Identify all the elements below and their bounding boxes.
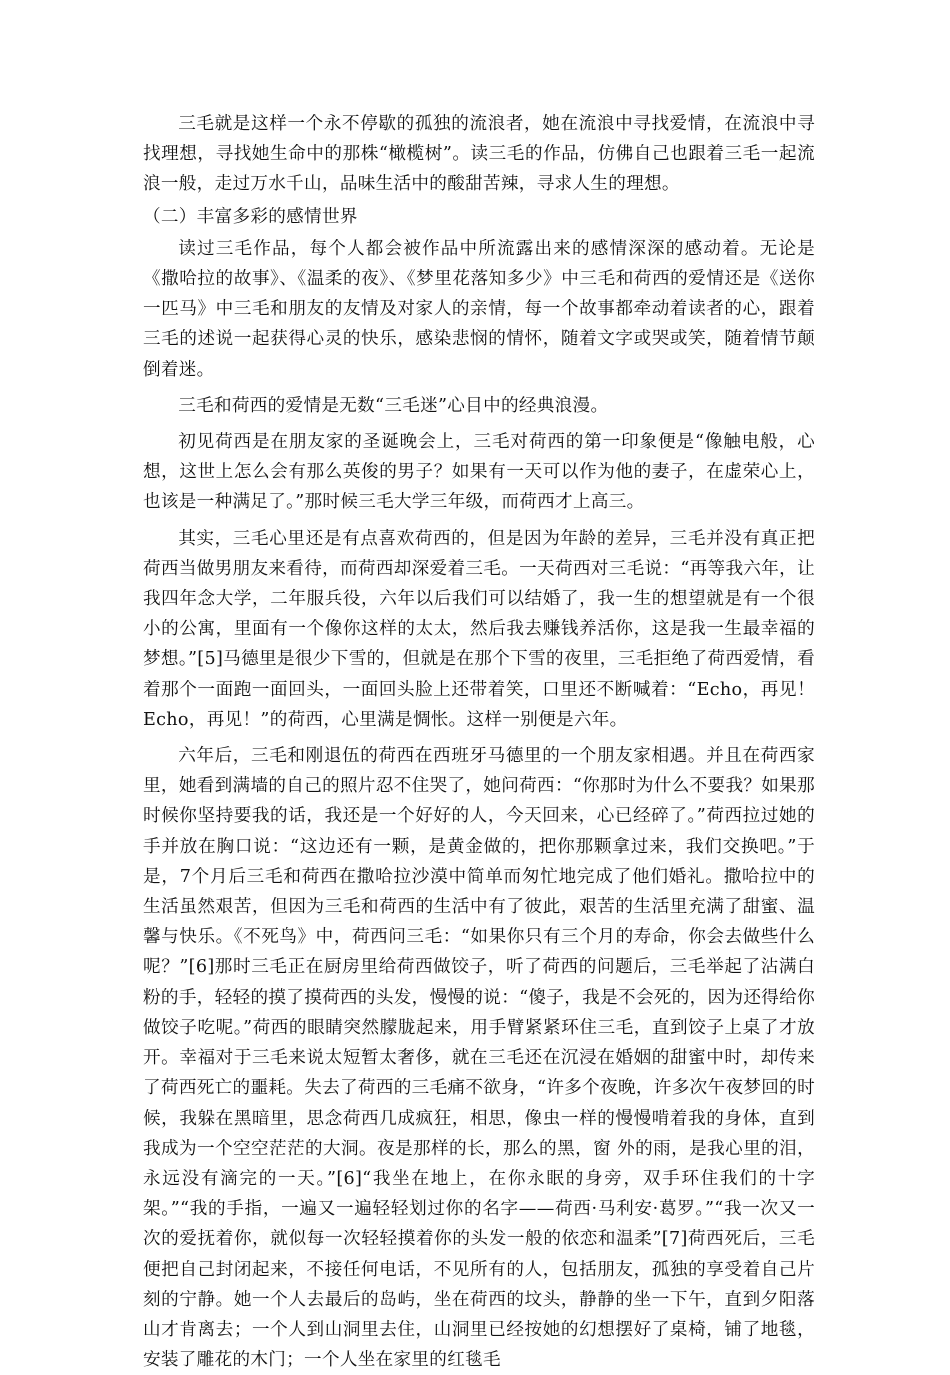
- paragraph-classic-romance: 三毛和荷西的爱情是无数“三毛迷”心目中的经典浪漫。: [178, 395, 609, 416]
- section-heading: （二）丰富多彩的感情世界: [143, 206, 358, 227]
- paragraph-wanderer: 三毛就是这样一个永不停歇的孤独的流浪者，她在流浪中寻找爱情，在流浪中寻找理想，寻找她生命中的那株“橄榄树”。读三毛的作品，仿佛自己也跟着三毛一起流浪一般，走过万水千山，品味生活中的酸甜苦辣，寻求人生的理想。: [143, 114, 815, 195]
- paragraph-six-years: 其实，三毛心里还是有点喜欢荷西的，但是因为年龄的差异，三毛并没有真正把荷西当做男朋友来看待，而荷西却深爱着三毛。一天荷西对三毛说：“再等我六年，让我四年念大学，二年服兵役，六年以后我们可以结婚了，我一生的想望就是有一个很小的公寓，里面有一个像你这样的太太，然后我去赚钱养活你，这是我一生最幸福的梦想。”[5]马德里是很少下雪的，但就是在那个下雪的夜里，三毛拒绝了荷西爱情，看着那个一面跑一面回头，一面回头脸上还带着笑，口里还不断喊着：“Echo，再见！Echo，再见！”的荷西，心里满是惆怅。这样一别便是六年。: [143, 528, 815, 730]
- paragraph-reunion: 六年后，三毛和刚退伍的荷西在西班牙马德里的一个朋友家相遇。并且在荷西家里，她看到满墙的自己的照片忍不住哭了，她问荷西：“你那时为什么不要我？如果那时候你坚持要我的话，我还是一个好好的人，今天回来，心已经碎了。”荷西拉过她的手并放在胸口说：“这边还有一颗，是黄金做的，把你那颗拿过来，我们交换吧。”于是，7个月后三毛和荷西在撒哈拉沙漠中简单而匆忙地完成了他们婚礼。撒哈拉中的生活虽然艰苦，但因为三毛和荷西的生活中有了彼此，艰苦的生活里充满了甜蜜、温馨与快乐。《不死鸟》中，荷西问三毛：“如果你只有三个月的寿命，你会去做些什么呢？”[6]那时三毛正在厨房里给荷西做饺子，听了荷西的问题后，三毛举起了沾满白粉的手，轻轻的摸了摸荷西的头发，慢慢的说：“傻子，我是不会死的，因为还得给你做饺子吃呢。”荷西的眼睛突然朦胧起来，用手臂紧紧环住三毛，直到饺子上桌了才放开。幸福对于三毛来说太短暂太奢侈，就在三毛还在沉浸在婚姻的甜蜜中时，却传来了荷西死亡的噩耗。失去了荷西的三毛痛不欲身，“许多个夜晚，许多次午夜梦回的时候，我躲在黑暗里，思念荷西几成疯狂，相思，像虫一样的慢慢啃着我的身体，直到我成为一个空空茫茫的大洞。夜是那样的长，那么的黑，窗 外的雨，是我心里的泪，永远没有滴完的一天。”[6]“我坐在地上，在你永眠的身旁，双手环住我们的十字架。”“我的手指，一遍又一遍轻轻划过你的名字——荷西·马利安·葛罗。”“我一次又一次的爱抚着你，就似每一次轻轻摸着你的头发一般的依恋和温柔”[7]荷西死后，三毛便把自己封闭起来，不接任何电话，不见所有的人，包括朋友，孤独的享受着自己片刻的宁静。她一个人去最后的岛屿，坐在荷西的坟头，静静的坐一下午，直到夕阳落山才肯离去；一个人到山洞里去住，山洞里已经按她的幻想摆好了桌椅，铺了地毯，安装了雕花的木门；一个人坐在家里的红毯毛: [143, 746, 815, 1371]
- document-body: [143, 109, 815, 1375]
- paragraph-emotions: 读过三毛作品，每个人都会被作品中所流露出来的感情深深的感动着。无论是《撒哈拉的故事》、《温柔的夜》、《梦里花落知多少》中三毛和荷西的爱情还是《送你一匹马》中三毛和朋友的友情及对家人的亲情，每一个故事都牵动着读者的心，跟着三毛的述说一起获得心灵的快乐，感染悲悯的情怀，随着文字或哭或笑，随着情节颠倒着迷。: [143, 238, 815, 380]
- paragraph-first-meeting: 初见荷西是在朋友家的圣诞晚会上，三毛对荷西的第一印象便是“像触电般，心想，这世上怎么会有那么英俊的男子？如果有一天可以作为他的妻子，在虚荣心上，也该是一种满足了。”那时候三毛大学三年级，而荷西才上高三。: [143, 432, 815, 513]
